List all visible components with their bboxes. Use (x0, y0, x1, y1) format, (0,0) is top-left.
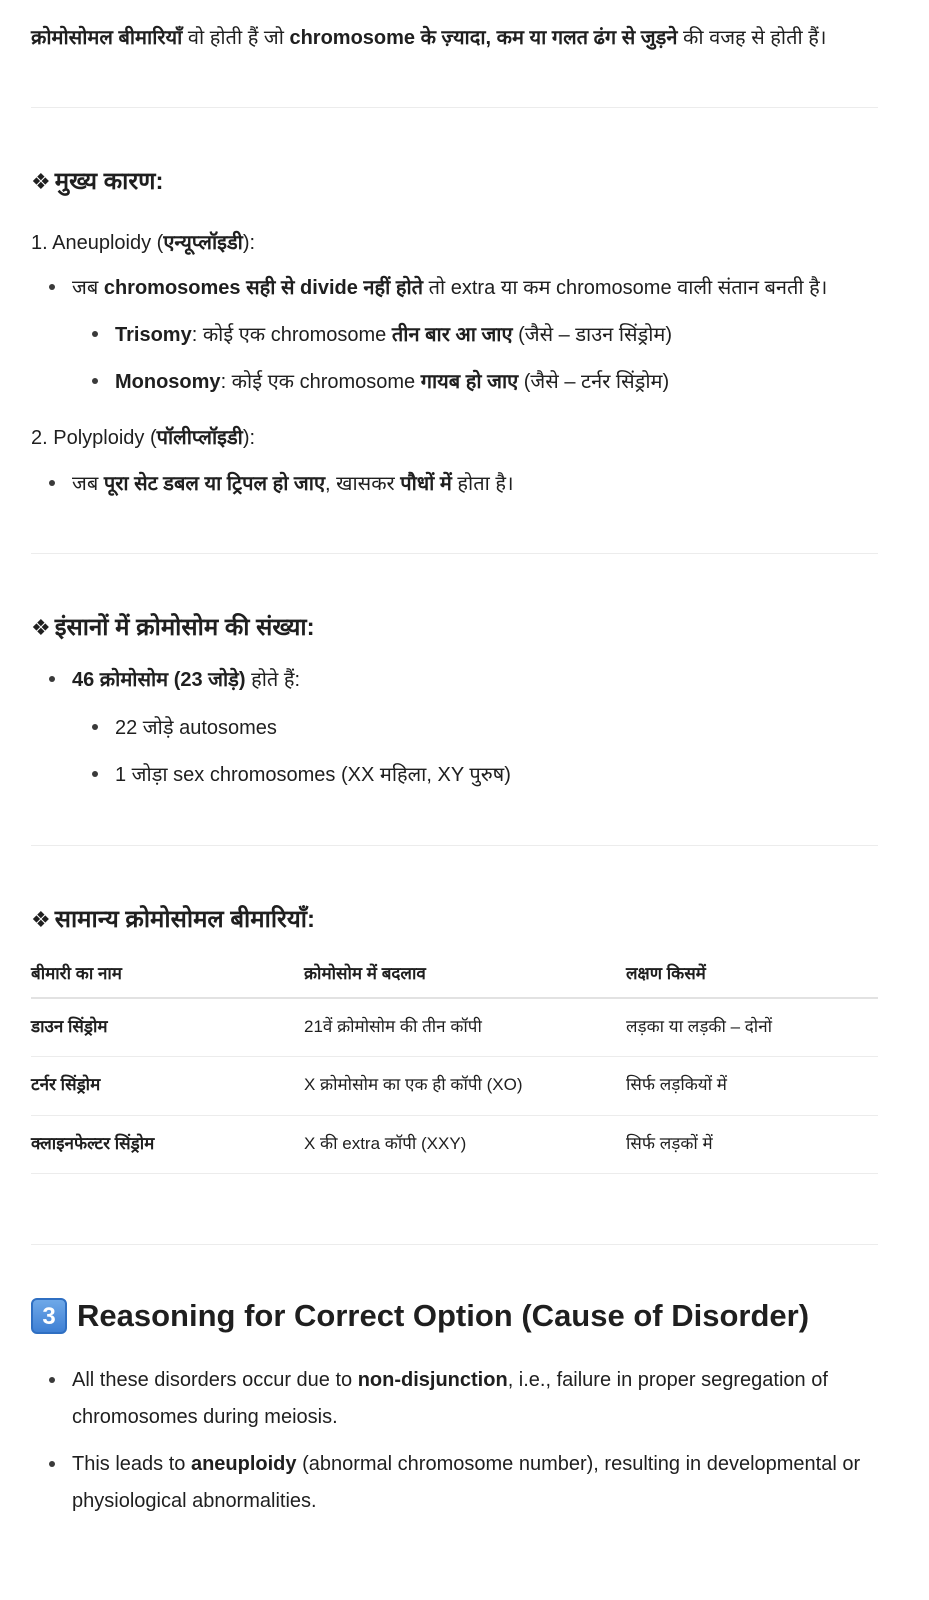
table-cell: क्लाइनफेल्टर सिंड्रोम (31, 1115, 304, 1173)
list-item (72, 468, 878, 500)
table-row (31, 1115, 878, 1173)
table-cell: X क्रोमोसोम का एक ही कॉपी (XO) (304, 1057, 626, 1115)
column-header: बीमारी का नाम (31, 952, 304, 998)
text: जब (72, 277, 104, 299)
section-heading-causes (31, 166, 164, 197)
disorders-table (31, 952, 878, 1174)
intro-paragraph (31, 22, 878, 54)
polyploidy-close: ): (242, 427, 256, 449)
list-item-trisomy (115, 319, 878, 351)
divider (31, 1244, 878, 1245)
table-header-row (31, 952, 878, 998)
bold-text: Monosomy (115, 371, 221, 393)
list-item (115, 712, 878, 744)
list-item (72, 1446, 878, 1520)
bullet-dot-icon (92, 771, 98, 777)
list-item-monosomy (115, 366, 878, 398)
polyploidy-hindi: पॉलीप्लॉइडी (156, 427, 243, 449)
aneuploidy-item (31, 227, 255, 259)
divider (31, 107, 878, 108)
intro-text-1: वो होती हैं जो (182, 27, 290, 49)
heading-text: इंसानों में क्रोमोसोम की संख्या: (54, 614, 315, 641)
table-cell: डाउन सिंड्रोम (31, 998, 304, 1057)
bold-text: गायब हो जाए (420, 371, 519, 393)
intro-text-2: की वजह से होती हैं। (677, 27, 827, 49)
section-heading-reasoning (31, 1296, 809, 1336)
bold-text: पूरा सेट डबल या ट्रिपल हो जाए (103, 473, 326, 495)
bold-text: aneuploidy (190, 1453, 297, 1475)
text: जब (72, 473, 104, 495)
bold-text: पौधों में (400, 473, 452, 495)
text: (जैसे – टर्नर सिंड्रोम) (518, 371, 670, 393)
table-cell: सिर्फ लड़कों में (626, 1115, 878, 1173)
table-cell: सिर्फ लड़कियों में (626, 1057, 878, 1115)
intro-bold-1: क्रोमोसोमल बीमारियाँ (31, 27, 183, 49)
intro-bold-2: chromosome के ज़्यादा, कम या गलत ढंग से जुड़ने (289, 27, 678, 49)
polyploidy-label: 2. Polyploidy ( (31, 427, 157, 449)
divider (31, 845, 878, 846)
text: , i.e., failure in proper segregation of chromosomes during meiosis. (72, 1369, 828, 1428)
section-heading-disorders (31, 904, 315, 935)
aneuploidy-close: ): (242, 232, 256, 254)
bullet-dot-icon (92, 331, 98, 337)
section-heading-count (31, 612, 315, 643)
list-item (72, 272, 878, 304)
bullet-dot-icon (92, 724, 98, 730)
bold-text: Trisomy (115, 324, 192, 346)
divider (31, 553, 878, 554)
text: , खासकर (325, 473, 401, 495)
bullet-dot-icon (49, 284, 55, 290)
bold-text: 46 क्रोमोसोम (23 जोड़े) (72, 669, 246, 691)
polyploidy-item (31, 422, 255, 454)
text: होता है। (451, 473, 514, 495)
table-cell: X की extra कॉपी (XXY) (304, 1115, 626, 1173)
bold-text: non-disjunction (357, 1369, 508, 1391)
text: : कोई एक chromosome (220, 371, 421, 393)
table-cell: टर्नर सिंड्रोम (31, 1057, 304, 1115)
text: 1 जोड़ा sex chromosomes (XX महिला, XY पुरुष) (115, 764, 511, 786)
diamond-icon: ❖ (31, 615, 51, 640)
table-row (31, 998, 878, 1057)
table-cell: 21वें क्रोमोसोम की तीन कॉपी (304, 998, 626, 1057)
text: (जैसे – डाउन सिंड्रोम) (512, 324, 673, 346)
text: 22 जोड़े autosomes (115, 717, 277, 739)
aneuploidy-label: 1. Aneuploidy ( (31, 232, 164, 254)
column-header: क्रोमोसोम में बदलाव (304, 952, 626, 998)
heading-text: Reasoning for Correct Option (Cause of Disorder) (77, 1298, 810, 1333)
list-item (72, 664, 878, 696)
aneuploidy-hindi: एन्यूप्लॉइडी (163, 232, 243, 254)
column-header: लक्षण किसमें (626, 952, 878, 998)
table-cell: लड़का या लड़की – दोनों (626, 998, 878, 1057)
keycap-number-icon: 3 (31, 1298, 67, 1334)
bullet-dot-icon (49, 1377, 55, 1383)
heading-text: मुख्य कारण: (54, 168, 164, 195)
text: होते हैं: (245, 669, 301, 691)
text: This leads to (72, 1453, 191, 1475)
bullet-dot-icon (49, 676, 55, 682)
table-row (31, 1057, 878, 1115)
heading-text: सामान्य क्रोमोसोमल बीमारियाँ: (54, 906, 316, 933)
bullet-dot-icon (49, 1461, 55, 1467)
diamond-icon: ❖ (31, 907, 51, 932)
text: तो extra या कम chromosome वाली संतान बनती है। (423, 277, 828, 299)
bold-text: chromosomes सही से divide नहीं होते (103, 277, 424, 299)
text: All these disorders occur due to (72, 1369, 358, 1391)
list-item (115, 759, 878, 791)
text: (abnormal chromosome number), resulting in developmental or physiological abnormalities. (72, 1453, 861, 1512)
list-item (72, 1362, 878, 1436)
bullet-dot-icon (92, 378, 98, 384)
bullet-dot-icon (49, 480, 55, 486)
diamond-icon: ❖ (31, 169, 51, 194)
text: : कोई एक chromosome (191, 324, 392, 346)
bold-text: तीन बार आ जाए (391, 324, 513, 346)
